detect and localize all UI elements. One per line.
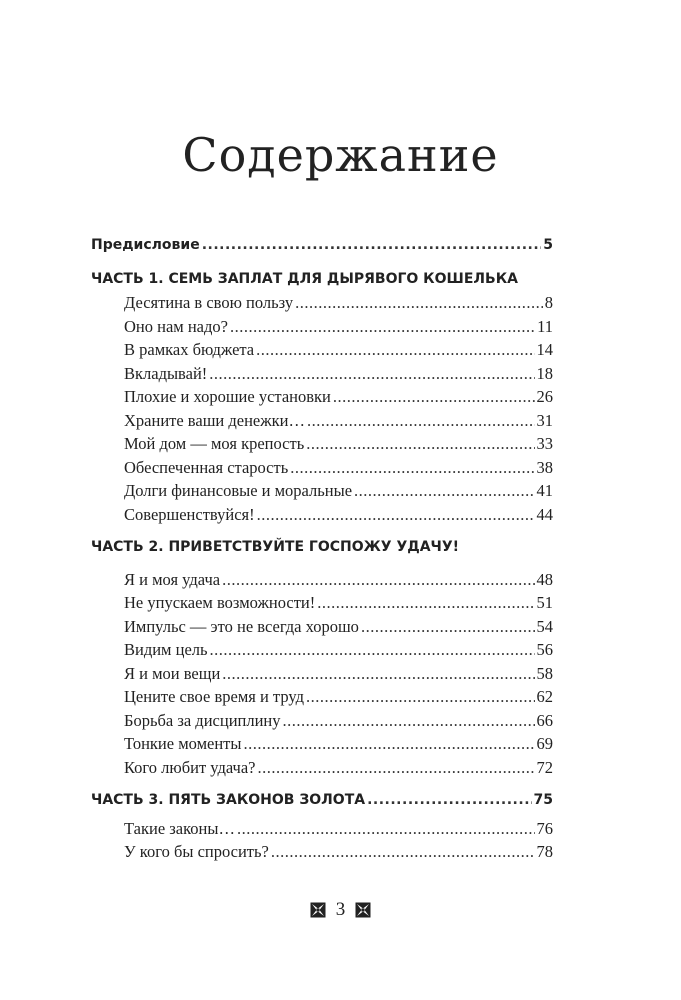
- toc-entry-page: 11: [537, 316, 553, 336]
- dot-leader: [333, 385, 535, 409]
- dot-leader: [361, 615, 535, 639]
- toc-entry[interactable]: [91, 817, 553, 841]
- toc-entry-page: 41: [536, 481, 553, 500]
- toc-entry-page: 69: [536, 734, 553, 753]
- toc-entry-label: Цените свое время и труд: [124, 687, 304, 706]
- dot-leader: [210, 638, 535, 662]
- toc-entry-page: 31: [536, 410, 553, 430]
- dot-leader: [306, 432, 534, 456]
- toc-entry-page: 48: [536, 569, 553, 589]
- toc-entry-label: Такие законы…: [124, 818, 235, 838]
- toc-entry-page: 26: [536, 387, 553, 406]
- toc-entry[interactable]: [91, 315, 553, 339]
- part-heading: ЧАСТЬ 3. ПЯТЬ ЗАКОНОВ ЗОЛОТА: [91, 792, 366, 808]
- toc-entry[interactable]: [91, 685, 553, 709]
- toc-entry[interactable]: [91, 362, 553, 386]
- dot-leader: [222, 568, 534, 592]
- toc-entry[interactable]: [91, 456, 553, 480]
- dot-leader: [367, 789, 531, 813]
- dot-leader: [202, 234, 542, 258]
- toc-entry-page: 5: [543, 237, 553, 253]
- dot-leader: [307, 409, 535, 433]
- page-footer: [0, 898, 681, 922]
- toc-entry[interactable]: [91, 291, 553, 315]
- toc-entry-page: 62: [536, 687, 553, 706]
- toc-entry-label: У кого бы спросить?: [124, 842, 269, 861]
- toc-entry[interactable]: [91, 662, 553, 686]
- dot-leader: [354, 479, 534, 503]
- square-ornament-icon: [310, 902, 326, 918]
- toc-entry[interactable]: [91, 338, 553, 362]
- page-title: Содержание: [182, 128, 499, 182]
- toc-entry[interactable]: [91, 409, 553, 433]
- dot-leader: [230, 315, 535, 339]
- toc-entry-label: Мой дом — моя крепость: [124, 434, 305, 453]
- toc-entry-page: 38: [536, 457, 553, 477]
- toc-entry-page: 58: [536, 663, 553, 683]
- toc-entry-label: Я и мои вещи: [124, 663, 221, 683]
- toc-entry-label: Я и моя удача: [124, 569, 221, 589]
- toc-entry-label: Обеспеченная старость: [124, 457, 289, 477]
- toc-entry-page: 18: [536, 363, 553, 383]
- toc-entry[interactable]: [91, 591, 553, 615]
- toc-entry[interactable]: [91, 568, 553, 592]
- toc-entry[interactable]: [91, 385, 553, 409]
- toc-entry-page: 33: [536, 434, 553, 453]
- dot-leader: [290, 456, 534, 480]
- part-heading-with-page[interactable]: [91, 789, 553, 813]
- dot-leader: [317, 591, 534, 615]
- toc-entry-page: 56: [536, 640, 553, 659]
- toc-entry-label: Оно нам надо?: [124, 316, 228, 336]
- dot-leader: [271, 840, 535, 864]
- toc-entry-preface[interactable]: [91, 234, 553, 258]
- toc-entry-page: 8: [544, 293, 553, 312]
- toc-entry-page: 51: [536, 593, 553, 612]
- table-of-contents: [91, 234, 553, 864]
- dot-leader: [256, 338, 534, 362]
- toc-entry-page: 66: [536, 710, 553, 730]
- toc-entry-label: Долги финансовые и моральные: [124, 481, 353, 500]
- dot-leader: [257, 503, 535, 527]
- dot-leader: [237, 817, 535, 841]
- dot-leader: [222, 662, 534, 686]
- dot-leader: [243, 732, 534, 756]
- toc-entry-label: Импульс — это не всегда хорошо: [124, 616, 359, 636]
- dot-leader: [306, 685, 535, 709]
- part-heading[interactable]: ЧАСТЬ 2. ПРИВЕТСТВУЙТЕ ГОСПОЖУ УДАЧУ!: [91, 539, 460, 555]
- toc-entry[interactable]: [91, 638, 553, 662]
- toc-entry[interactable]: [91, 732, 553, 756]
- toc-entry[interactable]: [91, 615, 553, 639]
- toc-entry-label: Видим цель: [124, 640, 208, 659]
- toc-entry-label: Не упускаем возможности!: [124, 593, 316, 612]
- toc-entry-page: 44: [536, 504, 553, 524]
- toc-entry-page: 76: [536, 818, 553, 838]
- dot-leader: [258, 756, 535, 780]
- dot-leader: [295, 291, 543, 315]
- page-number: 3: [335, 899, 346, 920]
- toc-entry-page: 14: [536, 340, 553, 359]
- toc-entry-page: 78: [536, 842, 553, 861]
- toc-entry-label: Вкладывай!: [124, 363, 208, 383]
- toc-entry-label: Плохие и хорошие установки: [124, 387, 331, 406]
- toc-entry-page: 75: [533, 792, 553, 808]
- part-heading[interactable]: ЧАСТЬ 1. СЕМЬ ЗАПЛАТ ДЛЯ ДЫРЯВОГО КОШЕЛЬКА: [91, 270, 518, 287]
- toc-entry[interactable]: [91, 432, 553, 456]
- toc-entry-label: В рамках бюджета: [124, 340, 255, 359]
- square-ornament-icon: [355, 902, 371, 918]
- toc-entry[interactable]: [91, 756, 553, 780]
- toc-entry-label: Совершенствуйся!: [124, 504, 255, 524]
- dot-leader: [209, 362, 534, 386]
- toc-entry-label: Тонкие моменты: [124, 734, 242, 753]
- toc-entry-label: Кого любит удача?: [124, 757, 256, 777]
- toc-entry-label: Предисловие: [91, 237, 200, 253]
- toc-entry[interactable]: [91, 709, 553, 733]
- toc-entry[interactable]: [91, 503, 553, 527]
- toc-entry-label: Борьба за дисциплину: [124, 710, 281, 730]
- toc-entry-label: Храните ваши денежки…: [124, 410, 305, 430]
- toc-entry[interactable]: [91, 479, 553, 503]
- toc-entry[interactable]: [91, 840, 553, 864]
- dot-leader: [283, 709, 535, 733]
- toc-entry-page: 72: [536, 757, 553, 777]
- toc-entry-label: Десятина в свою пользу: [124, 293, 294, 312]
- toc-entry-page: 54: [536, 616, 553, 636]
